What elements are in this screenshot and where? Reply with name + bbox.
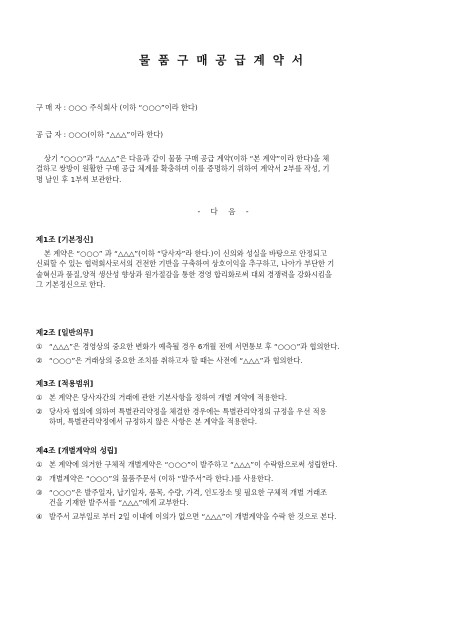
list-item <box>36 407 416 428</box>
item-text: 본 계약은 당사자간의 거래에 관한 기본사항을 정하여 개별 계약에 적용한다. <box>49 392 288 402</box>
intro-line: 결하고 쌍방이 원활한 구매 공급 체계를 확충하며 이를 증명하기 위하여 계약서 2부를 작성, 기 <box>36 164 330 174</box>
item-text-continued: 하며, 특별관리약정에서 규정하지 않은 사항은 본 계약을 적용한다. <box>49 417 258 427</box>
item-number: ② <box>36 473 43 483</box>
item-text: 본 계약에 의거한 구체적 개별계약은 “○○○”이 발주하고 “△△△”이 수락함으로써 성립한다. <box>49 459 338 469</box>
list-item <box>36 342 416 352</box>
article-line: 신뢰할 수 있는 협력회사로서의 건전한 기반을 구축하여 상호이익을 추구하고, 나아가 부단한 기 <box>36 259 335 269</box>
item-number: ② <box>36 406 43 416</box>
intro-line: 명 날인 후 1부씩 보관한다. <box>36 174 122 184</box>
item-text: 개별계약은 “○○○”의 물품주문서 (이하 “발주서”라 한다.)를 사용한다. <box>49 473 274 483</box>
article-1 <box>36 235 416 290</box>
article-4 <box>36 446 416 526</box>
item-text: “○○○”은 발주일자, 납기일자, 품목, 수량, 가격, 인도장소 및 필요한 구체적 개별 거래조 <box>49 487 328 497</box>
item-text: 당사자 협의에 의하여 특별관리약정을 체결한 경우에는 특별관리약정의 규정을 우선 적용 <box>49 406 327 416</box>
list-item <box>36 512 416 522</box>
item-text: “△△△”은 경영상의 중요한 변화가 예측될 경우 6개월 전에 서면통보 후 “○○○”과 협의한다. <box>49 341 340 351</box>
list-item <box>36 488 416 509</box>
item-number: ③ <box>36 487 43 497</box>
article-line: 본 계약은 “○○○” 과 “△△△”(이하 “당사자”라 한다.)이 신의와 성실을 바탕으로 안정되고 <box>44 248 327 258</box>
item-number: ① <box>36 392 43 402</box>
article-2 <box>36 328 416 370</box>
list-item <box>36 474 416 484</box>
article-body <box>36 249 416 291</box>
list-item <box>36 356 416 366</box>
item-text: 발주서 교부일로 부터 2일 이내에 이의가 없으면 “△△△”이 개별계약을 수락 한 것으로 본다. <box>49 511 337 521</box>
intro-line: 상기 “○○○”과 “△△△”은 다음과 같이 물품 구매 공급 계약(이하 “본 계약”이라 한다)을 체 <box>44 154 330 163</box>
item-number: ① <box>36 459 43 469</box>
item-text: “○○○”은 거래상의 중요한 조치를 취하고자 할 때는 사전에 “△△△”과 협의한다. <box>49 355 303 365</box>
list-item <box>36 460 416 470</box>
list-item <box>36 393 416 403</box>
article-line: 술혁신과 품질,양적 생산성 향상과 원가절감을 통한 경영 합리화로써 대외 경쟁력을 강화시킴을 <box>36 269 332 279</box>
supplier-line: 공 급 자 : ○○○(이하 “△△△”이라 한다) <box>36 130 164 139</box>
article-title: 제3조 [적용범위] <box>36 379 94 388</box>
item-number: ④ <box>36 511 43 521</box>
article-line: 그 기본정신으로 한다. <box>36 280 106 290</box>
buyer-line: 구 매 자 : ○○○ 주식회사 (이하 “○○○”이라 한다) <box>36 103 198 112</box>
article-title: 제2조 [일반의무] <box>36 328 94 337</box>
article-title: 제4조 [개별계약의 성립] <box>36 446 118 455</box>
document-title: 물품구매공급계약서 <box>139 53 311 67</box>
center-label: - 다 음 - <box>197 207 253 216</box>
article-title: 제1조 [기본정신] <box>36 235 94 244</box>
item-number: ① <box>36 341 43 351</box>
item-text-continued: 건을 기재한 발주서를 “△△△”에게 교부한다. <box>49 498 189 508</box>
intro-paragraph <box>36 154 414 185</box>
article-3 <box>36 379 416 431</box>
item-number: ② <box>36 355 43 365</box>
